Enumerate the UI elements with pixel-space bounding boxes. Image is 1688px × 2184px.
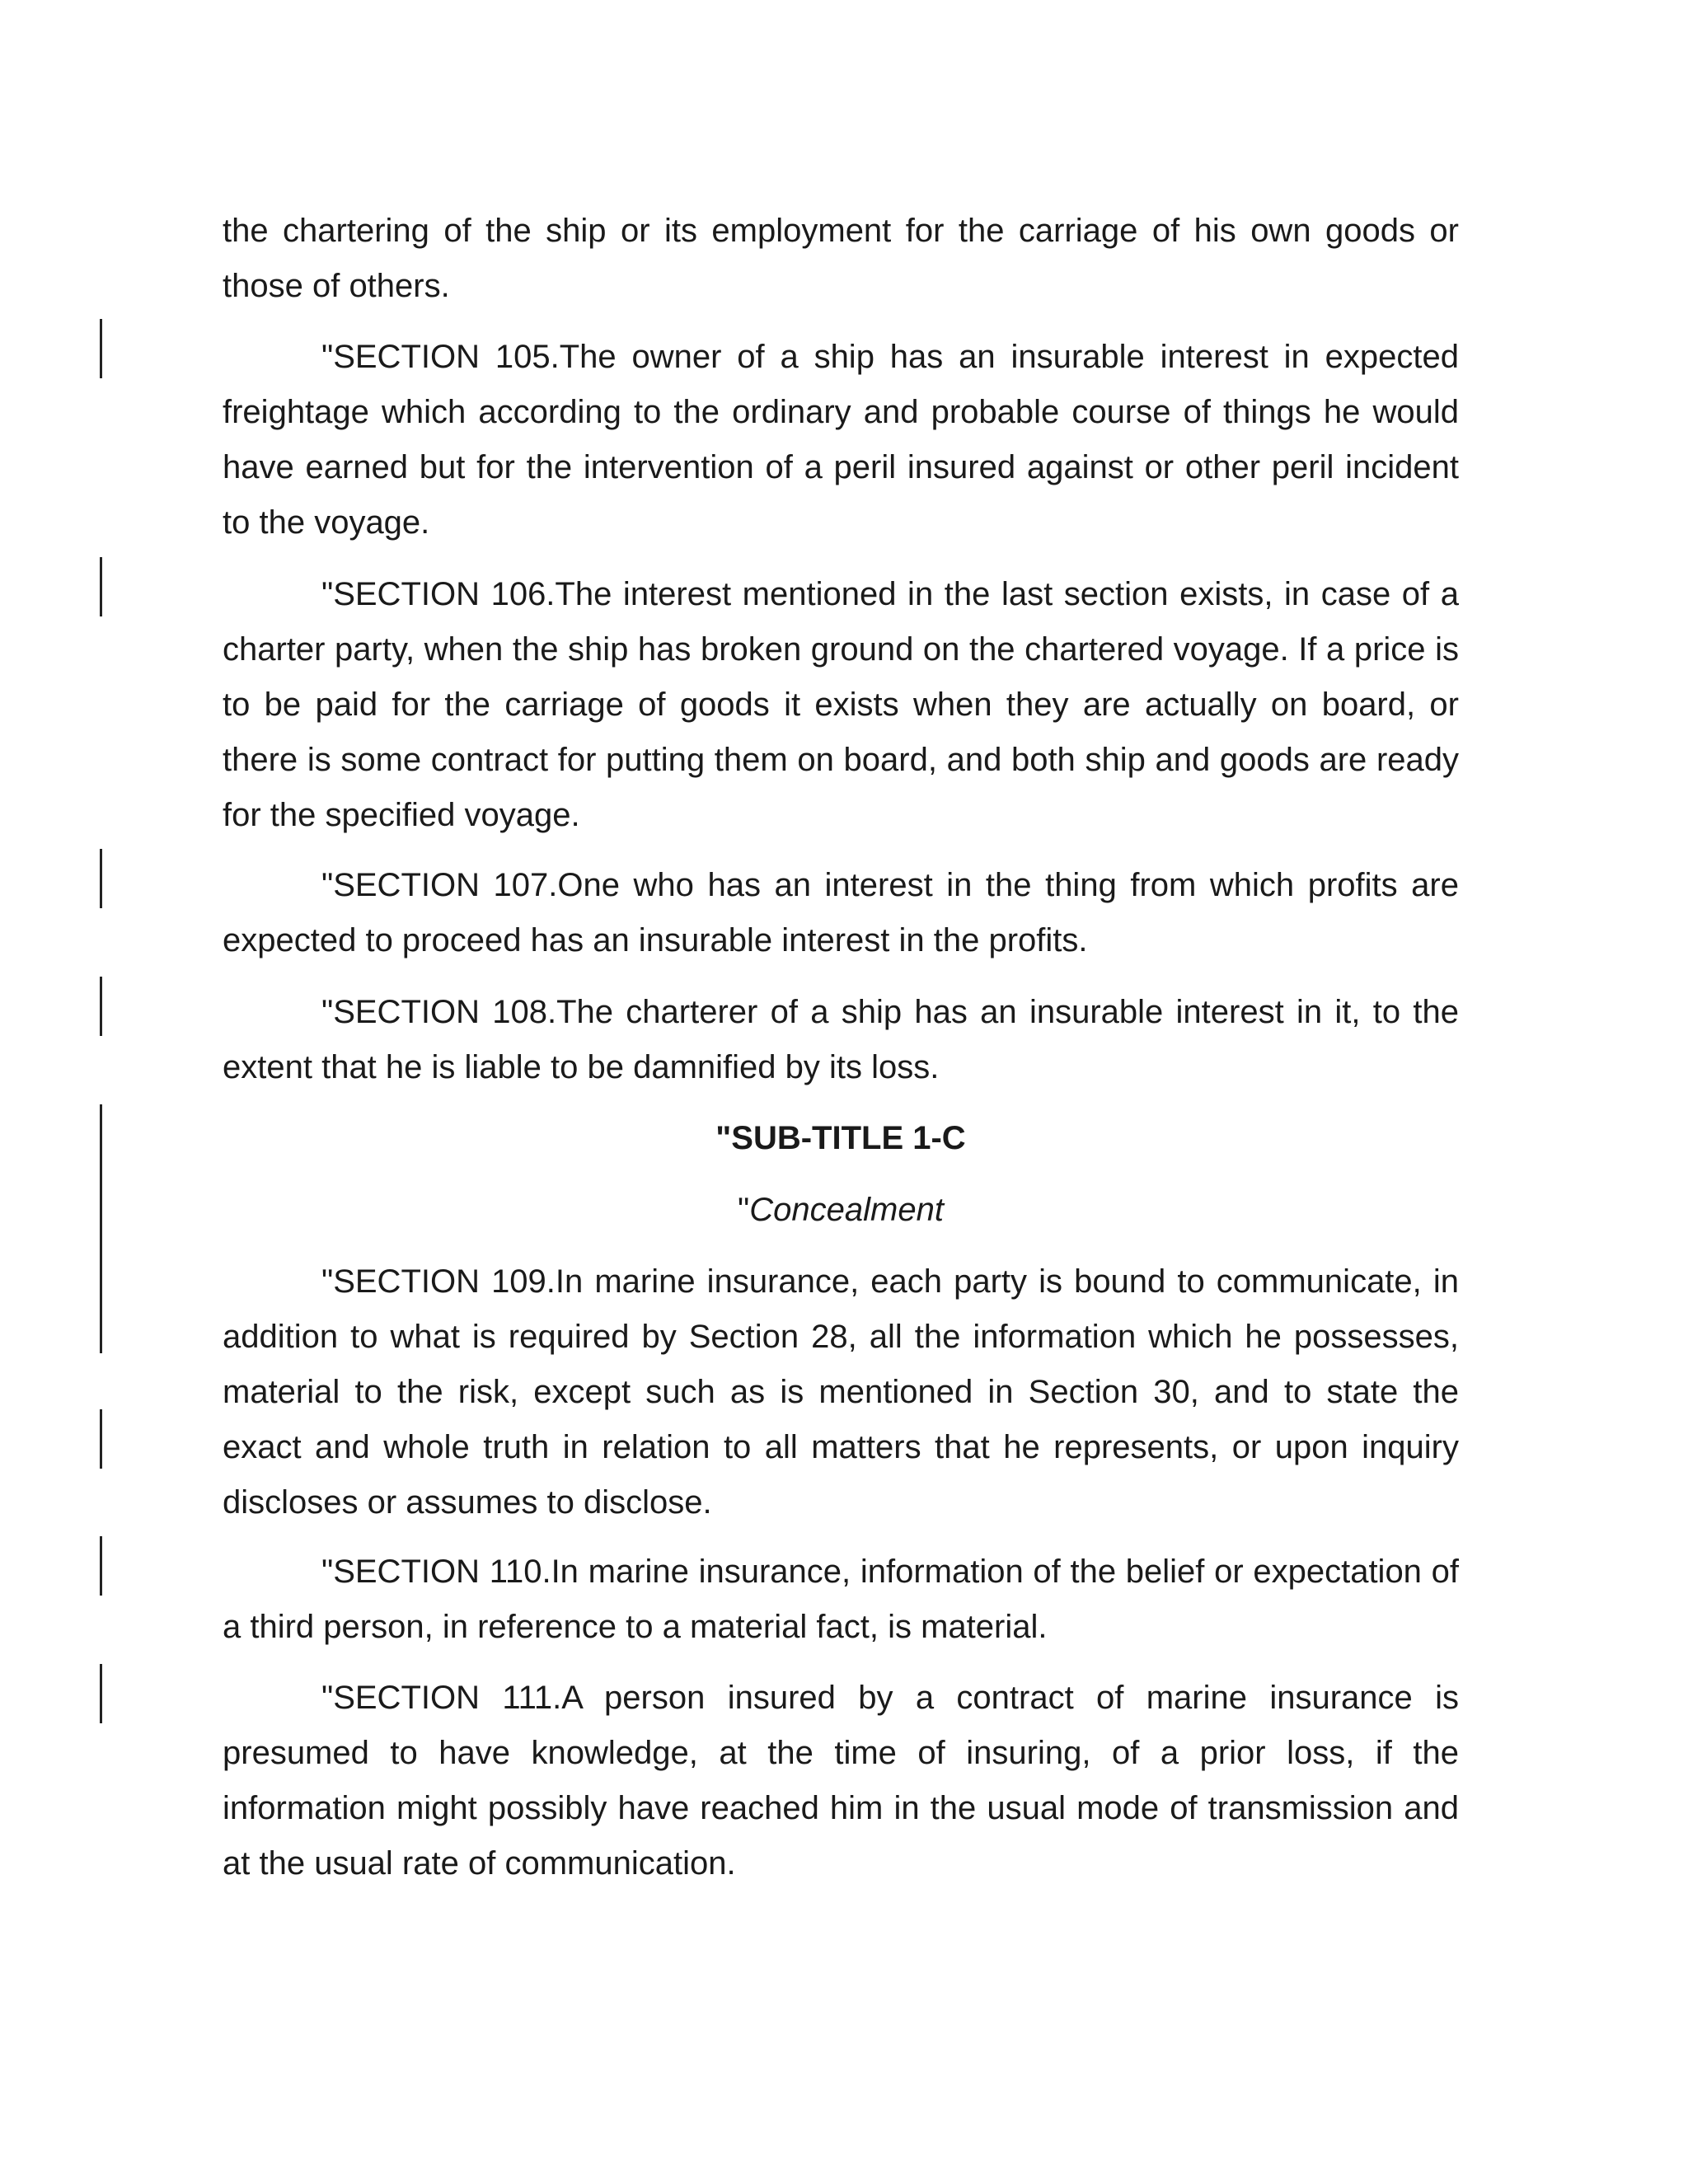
change-bar bbox=[100, 1104, 102, 1353]
subtitle-heading: "SUB-TITLE 1-C bbox=[715, 1120, 966, 1156]
section-105-paragraph: "SECTION 105.The owner of a ship has an insurable interest in expected freightage which according to the ordinary and probable course of things he would have earned but for the intervention of a peril insured against or other peril incident to the voyage. bbox=[223, 339, 1459, 541]
change-bar bbox=[100, 849, 102, 908]
change-bar bbox=[100, 319, 102, 378]
change-bar bbox=[100, 977, 102, 1036]
section-110-paragraph: "SECTION 110.In marine insurance, information of the belief or expectation of a third person, in reference to a material fact, is material. bbox=[223, 1554, 1459, 1645]
change-bar bbox=[100, 1536, 102, 1596]
paragraph-continuation: the chartering of the ship or its employment for the carriage of his own goods or those of others. bbox=[223, 213, 1459, 304]
section-108-paragraph: "SECTION 108.The charterer of a ship has an insurable interest in it, to the extent that he is liable to be damnified by its loss. bbox=[223, 994, 1459, 1085]
subtitle-name bbox=[223, 1183, 1459, 1238]
section-109-paragraph: "SECTION 109.In marine insurance, each party is bound to communicate, in addition to what is required by Section 28, all the information which he possesses, material to the risk, except such as is mentioned in Section 30, and to state the exact and whole truth in relation to all matters that he represents, or upon inquiry discloses or assumes to disclose. bbox=[223, 1263, 1459, 1521]
change-bar bbox=[100, 557, 102, 616]
subtitle-quote-mark: " bbox=[738, 1192, 750, 1228]
section-107-paragraph: "SECTION 107.One who has an interest in the thing from which profits are expected to proceed has an insurable interest in the profits. bbox=[223, 867, 1459, 958]
section-106-paragraph: "SECTION 106.The interest mentioned in the last section exists, in case of a charter party, when the ship has broken ground on the chartered voyage. If a price is to be paid for the carriage of goods it exists when they are actually on board, or there is some contract for putting them on board, and both ship and goods are ready for the specified voyage. bbox=[223, 576, 1459, 833]
section-111-paragraph: "SECTION 111.A person insured by a contract of marine insurance is presumed to have knowledge, at the time of insuring, of a prior loss, if the information might possibly have reached him in the usual mode of transmission and at the usual rate of communication. bbox=[223, 1680, 1459, 1882]
change-bar bbox=[100, 1409, 102, 1469]
subtitle-name-text: Concealment bbox=[749, 1192, 944, 1228]
change-bar bbox=[100, 1664, 102, 1723]
